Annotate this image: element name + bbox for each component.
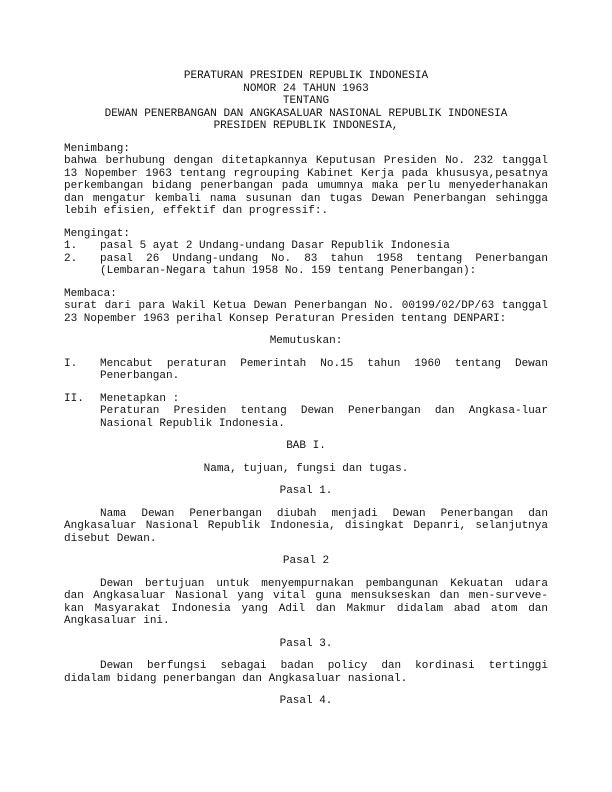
list-number: II. (64, 392, 84, 405)
pasal-line: dan Angkasaluar Nasional yang vital guna mensukseskan dan men-surveve- (64, 590, 548, 602)
mengingat-item (64, 253, 548, 278)
list-number: 1. (64, 240, 78, 252)
membaca-line: 23 Nopember 1963 perihal Konsep Peraturan Presiden tentang DENPARI: (64, 312, 507, 325)
menimbang-line: bahwa berhubung dengan ditetapkannya Keputusan Presiden No. 232 tanggal (64, 155, 548, 167)
menimbang-label: Menimbang: (64, 142, 131, 155)
menimbang-line: perkembangan bidang penerbangan pada umumnya maka perlu menyederhanakan (64, 180, 548, 192)
regulation-about: TENTANG (282, 95, 330, 107)
pasal-title: Pasal 1. (279, 485, 333, 497)
regulation-subject: DEWAN PENERBANGAN DAN ANGKASALUAR NASIONAL REPUBLIK INDONESIA (104, 107, 508, 120)
pasal-line: didalam bidang penerbangan dan Angkasaluar nasional. (64, 672, 408, 685)
memutuskan-label: Memutuskan: (269, 335, 343, 347)
mengingat-item-line: pasal 5 ayat 2 Undang-undang Dasar Republik Indonesia (100, 240, 450, 252)
memutuskan-item-line: Nasional Republik Indonesia. (100, 417, 285, 430)
pasal-title: Pasal 3. (279, 637, 333, 650)
memutuskan-item-line: Mencabut peraturan Pemerintah No.15 tahun 1960 tentang Dewan (100, 357, 548, 370)
menimbang-line: 13 Nopember 1963 tentang regrouping Kabinet Kerja pada khususya,pesatnya (64, 167, 548, 180)
list-number: I. (64, 357, 78, 370)
pasal-line: disebut Dewan. (64, 532, 157, 545)
memutuskan-item-line: Peraturan Presiden tentang Dewan Penerbangan dan Angkasa-luar (100, 405, 548, 417)
memutuskan-item-line: Penerbangan. (100, 370, 180, 382)
pasal-line: Angkasaluar Nasional Republik Indonesia, disingkat Depanri, selanjutnya (64, 520, 548, 532)
regulation-title: PERATURAN PRESIDEN REPUBLIK INDONESIA (183, 70, 429, 82)
membaca-line: surat dari para Wakil Ketua Dewan Penerbangan No. 00199/02/DP/63 tanggal (64, 300, 548, 312)
mengingat-label: Mengingat: (64, 227, 131, 240)
menimbang-line: lebih efisien, effektif dan progressif:. (64, 205, 329, 217)
regulation-number: NOMOR 24 TAHUN 1963 (243, 82, 369, 95)
pasal-line: Nama Dewan Penerbangan diubah menjadi Dewan Penerbangan dan (100, 507, 548, 520)
list-number: 2. (64, 252, 78, 265)
menimbang-line: dan mengatur kembali nama susunan dan tugas Dewan Penerbangan sehingga (64, 192, 548, 205)
document-page (64, 70, 548, 708)
mengingat-item-line: (Lembaran-Negara tahun 1958 No. 159 tentang Penerbangan): (100, 265, 477, 277)
pasal-line: kan Masyarakat Indonesia yang Adil dan Makmur didalam abad atom dan (64, 602, 548, 615)
pasal-title: Pasal 2 (282, 555, 330, 567)
pasal-line: Dewan berfungsi sebagai badan policy dan kordinasi tertinggi (100, 660, 548, 672)
bab-subtitle: Nama, tujuan, fungsi dan tugas. (203, 462, 409, 475)
regulation-issuer: PRESIDEN REPUBLIK INDONESIA, (213, 120, 399, 132)
memutuskan-item (64, 393, 548, 431)
mengingat-item-line: pasal 26 Undang-undang No. 83 tahun 1958 tentang Penerbangan (100, 252, 548, 265)
memutuskan-item (64, 358, 548, 383)
mengingat-item (64, 240, 548, 253)
pasal-line: Dewan bertujuan untuk menyempurnakan pembangunan Kekuatan udara (100, 577, 548, 590)
bab-title: BAB I. (286, 440, 326, 452)
memutuskan-item-line: Menetapkan : (100, 392, 180, 405)
membaca-label: Membaca: (64, 287, 117, 300)
pasal-line: Angkasaluar ini. (64, 615, 170, 627)
pasal-title: Pasal 4. (279, 695, 333, 707)
